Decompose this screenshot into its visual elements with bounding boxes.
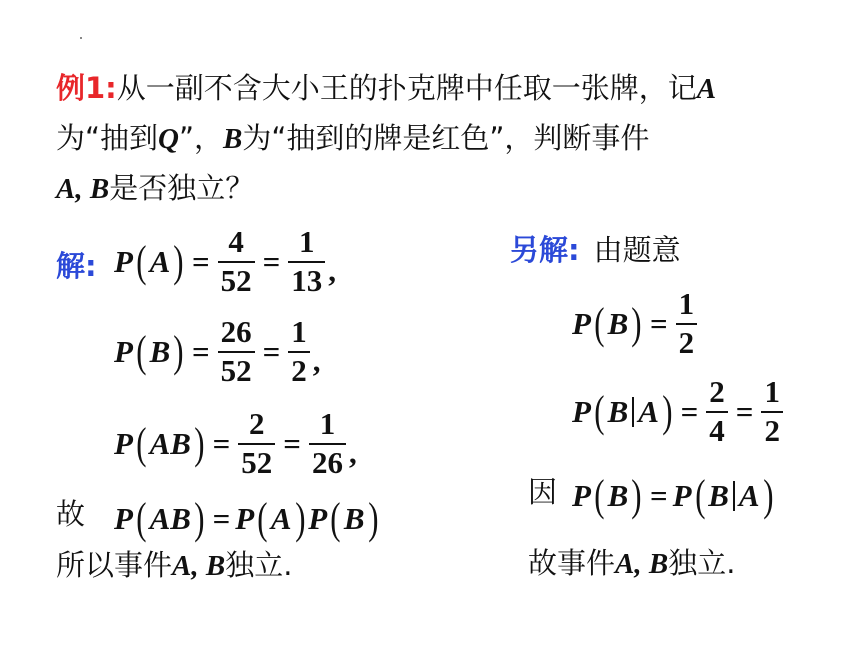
alt-equation-pb: P ( B ) = $\frac{1}{2}$ <box>572 288 700 359</box>
because-word: 因 <box>528 475 558 509</box>
alt-intro: 由题意 <box>593 233 681 267</box>
problem-line-2 <box>56 121 650 155</box>
var-q: Q <box>158 123 179 155</box>
var-b: B <box>223 123 243 155</box>
alt-label: 另解: <box>510 233 580 267</box>
problem-line-1 <box>56 71 717 105</box>
problem-text-2c: 为“抽到的牌是红色”，判断事件 <box>242 121 650 155</box>
alt-conclusion: 故事件A, B独立. <box>528 546 736 580</box>
equation-pab: P ( AB ) = $\frac{2}{52}$ = $\frac{1}{26}$ , <box>114 406 357 480</box>
problem-line-3 <box>56 171 255 205</box>
equation-pa: P ( A ) = $\frac{4}{52}$ = $\frac{1}{13}$ , <box>114 224 337 298</box>
var-a: A <box>696 73 717 105</box>
problem-text-1: 从一副不含大小王的扑克牌中任取一张牌，记 <box>116 71 697 105</box>
solution-conclusion: 所以事件A, B独立. <box>56 548 293 582</box>
alt-equation-conditional: P ( B A ) = $\frac{2}{4}$ = $\frac{1}{2}$ <box>572 376 786 447</box>
stray-dot <box>80 37 82 39</box>
vars-ab: A, B <box>56 173 110 205</box>
alt-equation-equal: P ( B ) = P ( B A ) <box>572 471 774 520</box>
equation-product: P ( AB ) = P ( A ) P ( B ) <box>114 494 378 543</box>
problem-text-3: 是否独立？ <box>109 171 255 205</box>
therefore-word: 故 <box>56 497 86 531</box>
example-label: 例1: <box>56 71 117 105</box>
solution-label: 解: <box>56 249 97 283</box>
alt-header <box>510 233 681 267</box>
problem-text-2b: ”， <box>178 121 224 155</box>
equation-pb: P ( B ) = $\frac{26}{52}$ = $\frac{1}{2}$ , <box>114 314 321 388</box>
problem-text-2a: 为“抽到 <box>56 121 159 155</box>
